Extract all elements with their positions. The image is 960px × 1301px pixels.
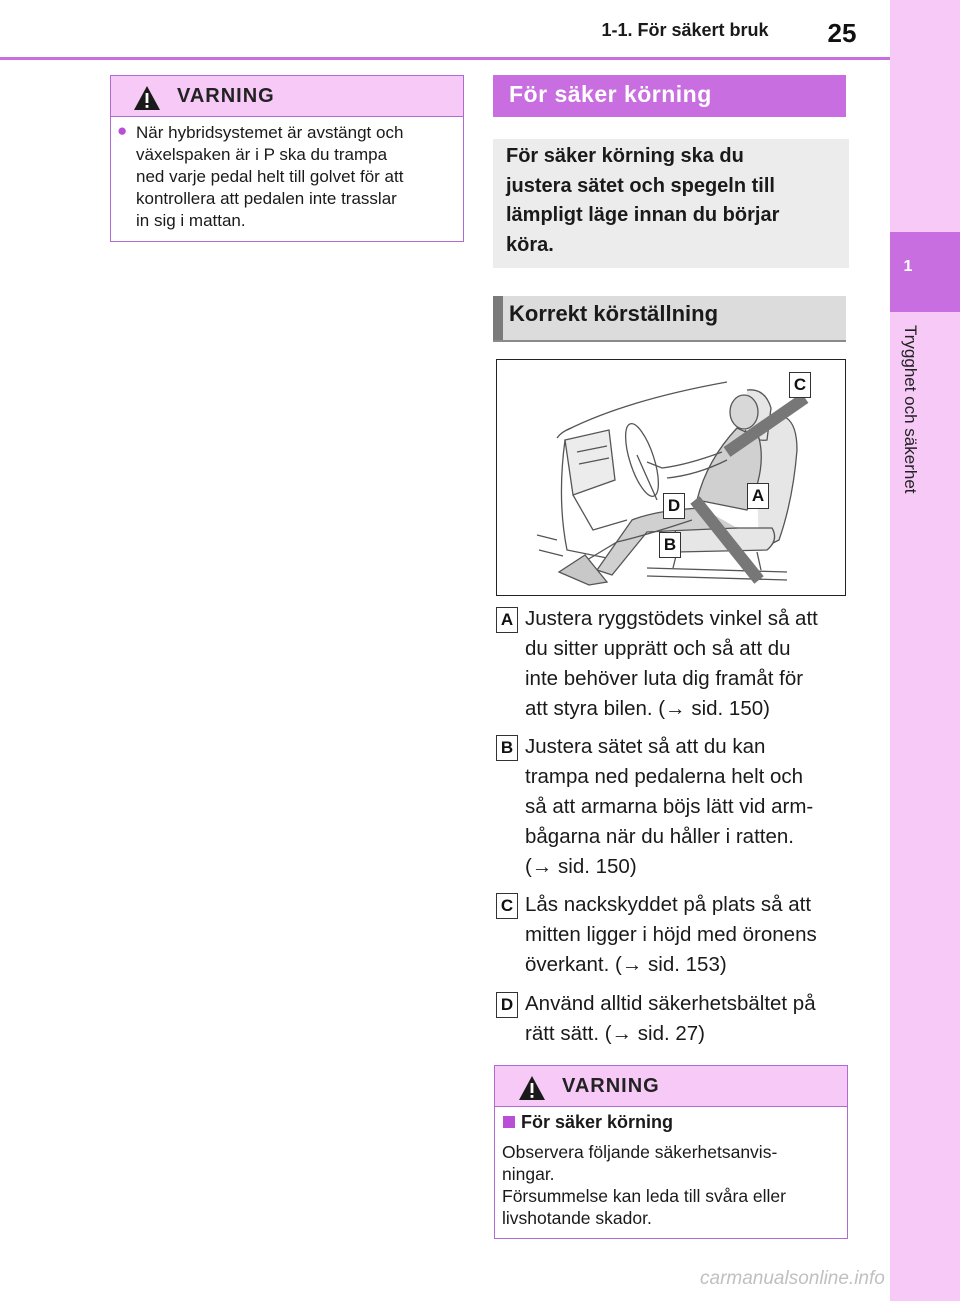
warning-subheading: För säker körning [521,1112,674,1132]
item-letter-d: D [496,992,518,1018]
item-line: överkant. (→ sid. 153) [525,953,727,976]
warning-text-line: ned varje pedal helt till golvet för att [136,167,404,186]
warning-icon [133,85,161,111]
chapter-number: 1 [903,258,913,275]
intro-line: justera sätet och spegeln till [506,174,775,197]
illustration-label-a: A [747,483,769,509]
warning-text-line: livshotande skador. [502,1208,652,1228]
intro-text [506,142,836,260]
watermark: carmanualsonline.info [700,1268,885,1289]
bullet-icon: ● [117,121,128,140]
item-line: (→ sid. 150) [525,855,637,878]
warning-box-right [494,1065,848,1239]
item-line: att styra bilen. (→ sid. 150) [525,697,770,720]
illustration-label-d: D [663,493,685,519]
header-rule [0,57,890,60]
intro-line: För säker körning ska du [506,145,744,167]
item-line: Lås nackskyddet på plats så att [525,893,812,916]
section-heading-driving-position [493,296,846,342]
square-bullet-icon [503,1116,515,1128]
item-letter-a: A [496,607,518,633]
warning-header [111,76,463,117]
section-heading-safe-driving [493,75,846,117]
warning-box-left [110,75,464,242]
heading-stripe [493,296,503,340]
page-number: 25 [827,18,857,48]
warning-title: VARNING [177,85,275,107]
item-text-a [525,604,845,724]
section-heading-text: För säker körning [509,81,712,107]
item-letter-b: B [496,735,518,761]
warning-text-line: växelspaken är i P ska du trampa [136,145,388,164]
warning-text-line: kontrollera att pedalen inte trasslar [136,189,397,208]
chapter-label: Trygghet och säkerhet [901,325,920,494]
item-line: trampa ned pedalerna helt och [525,765,804,788]
item-letter-c: C [496,893,518,919]
intro-line: köra. [506,233,554,256]
item-text-c [525,890,845,980]
item-line: Använd alltid säkerhetsbältet på [525,992,816,1015]
illustration-label-b: B [659,532,681,558]
warning-text-line: När hybridsystemet är avstängt och [136,123,404,142]
header-title: 1-1. För säkert bruk [601,20,769,40]
warning-header [495,1066,847,1107]
intro-line: lämpligt läge innan du börjar [506,204,780,226]
driving-position-illustration [496,359,846,596]
section-heading-text: Korrekt körställning [509,301,719,326]
warning-text-line: ningar. [502,1164,555,1184]
warning-text-line: Observera följande säkerhetsanvis- [502,1142,778,1162]
item-line: inte behöver luta dig framåt för [525,667,804,690]
illustration-label-c: C [789,372,811,398]
warning-icon [518,1075,546,1101]
item-text-d [525,989,845,1049]
item-line: du sitter upprätt och så att du [525,637,791,660]
item-line: Justera sätet så att du kan [525,735,766,758]
item-line: bågarna när du håller i ratten. [525,825,794,848]
warning-text-line: Försummelse kan leda till svåra eller [502,1186,786,1206]
warning-text-line: in sig i mattan. [136,211,246,230]
item-line: så att armarna böjs lätt vid arm- [525,795,814,818]
item-line: rätt sätt. (→ sid. 27) [525,1022,705,1045]
item-text-b [525,732,845,882]
side-tab [890,0,960,1301]
warning-title: VARNING [562,1075,660,1097]
item-line: mitten ligger i höjd med öronens [525,923,817,946]
item-line: Justera ryggstödets vinkel så att [525,607,818,630]
